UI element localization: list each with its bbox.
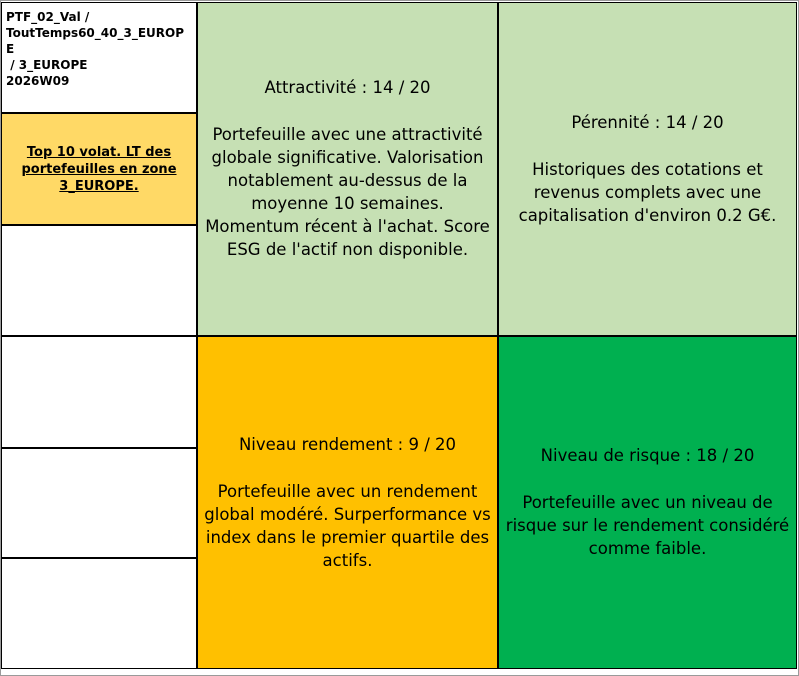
risque-text: Portefeuille avec un niveau de risque sur le rendement considéré comme faible. (505, 493, 790, 558)
empty-cell-2 (1, 336, 197, 448)
top10-highlight-cell (1, 113, 197, 225)
attractivite-panel (197, 2, 498, 336)
perennite-panel (498, 2, 797, 336)
top10-highlight-text: Top 10 volat. LT des portefeuilles en zone 3_EUROPE. (21, 144, 177, 194)
attractivite-title: Attractivité : 14 / 20 (264, 78, 431, 97)
portfolio-zone-line: / 3_EUROPE (6, 58, 88, 72)
perennite-title: Pérennité : 14 / 20 (571, 112, 724, 132)
rendement-text: Portefeuille avec un rendement global modéré. Surperformance vs index dans le premier quartile des actifs. (204, 481, 491, 570)
attractivite-text: Portefeuille avec une attractivité globale significative. Valorisation notablement au-dessus de la moyenne 10 semaines. Momentum récent à l'achat. Score ESG de l'actif non disponible. (205, 125, 490, 259)
portfolio-week: 2026W09 (6, 74, 70, 88)
portfolio-name-line1: PTF_02_Val / (6, 10, 90, 24)
risque-panel (498, 336, 797, 669)
portfolio-info-cell (1, 2, 197, 113)
portfolio-name-line2: ToutTemps60_40_3_EUROPE (6, 26, 185, 56)
risque-title: Niveau de risque : 18 / 20 (540, 446, 755, 465)
empty-cell-3 (1, 448, 197, 558)
empty-cell-1 (1, 225, 197, 336)
rendement-panel (197, 336, 498, 669)
rendement-title: Niveau rendement : 9 / 20 (238, 434, 457, 454)
perennite-text: Historiques des cotations et revenus complets avec une capitalisation d'environ 0.2 G€. (518, 159, 777, 225)
empty-cell-4 (1, 558, 197, 669)
